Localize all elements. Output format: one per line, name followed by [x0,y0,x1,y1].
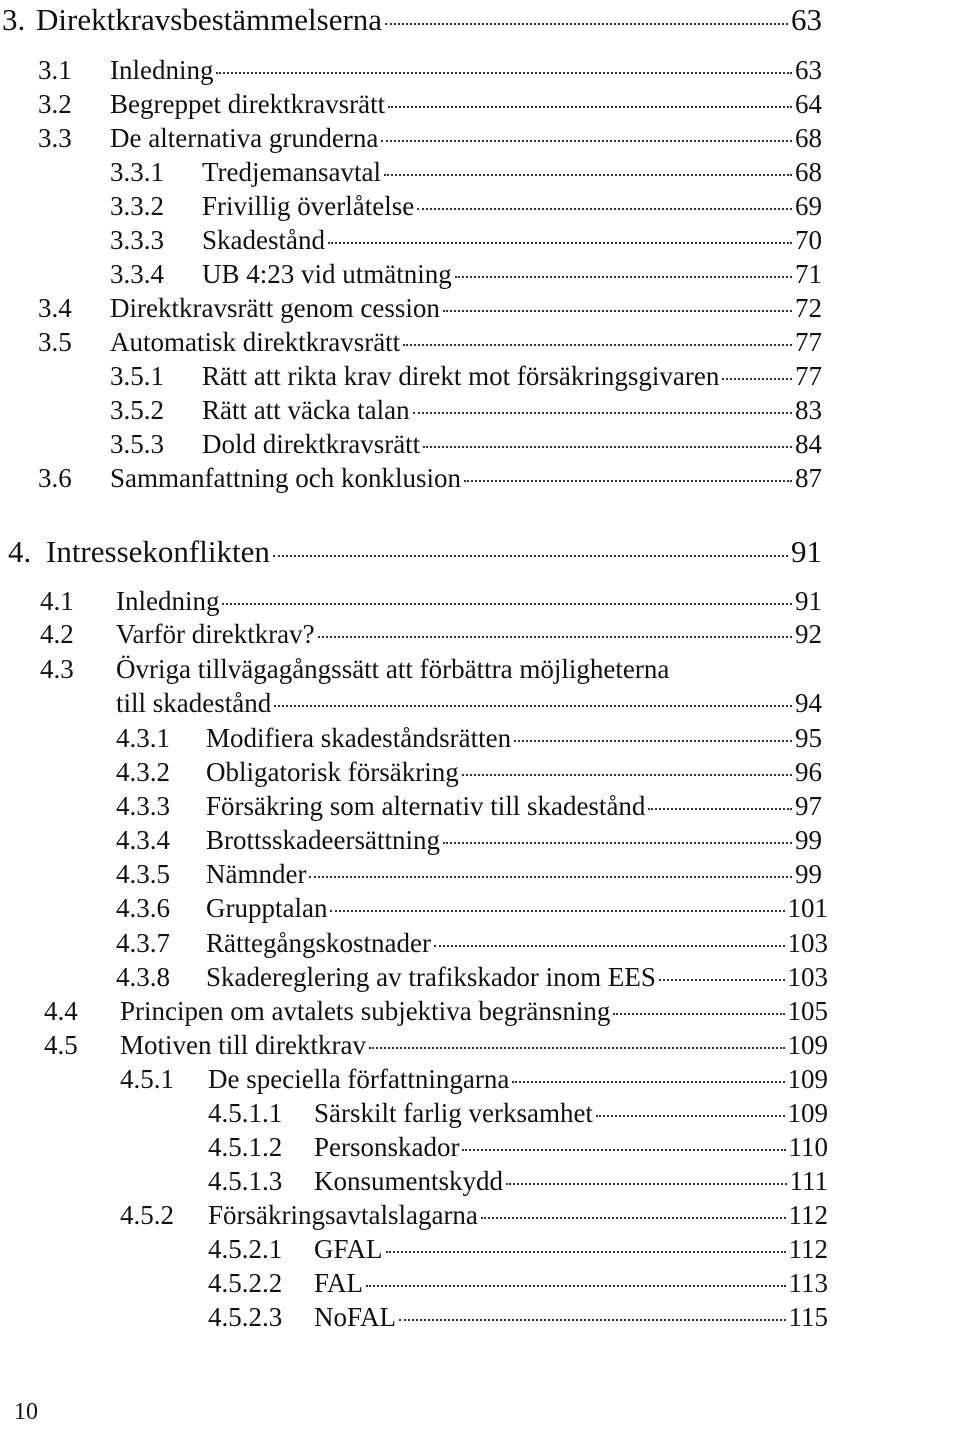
toc-title: FAL [314,1268,364,1298]
toc-entry-3-3-1 [110,159,822,186]
toc-title: De alternativa grunderna [110,123,379,153]
toc-page: 109 [787,1064,828,1094]
toc-title: Obligatorisk försäkring [206,757,459,787]
toc-leader [413,412,792,414]
toc-leader [659,979,785,981]
toc-entry-3-4 [38,295,822,322]
toc-leader [403,344,792,346]
toc-leader [417,208,792,210]
toc-leader [369,1047,785,1049]
toc-page: 68 [795,157,822,187]
toc-leader [385,23,788,25]
toc-title: Rätt att rikta krav direkt mot försäkringsgivaren [202,361,720,391]
toc-page: 99 [795,825,822,855]
toc-title: Särskilt farlig verksamhet [314,1098,593,1128]
toc-leader [512,1081,784,1083]
toc-number: 3.6 [38,463,72,493]
toc-page: 63 [795,55,822,85]
toc-leader [309,876,792,878]
toc-number: 3.5.2 [110,395,164,425]
toc-title: Grupptalan [206,893,328,923]
toc-page: 83 [795,395,822,425]
toc-title: till skadestånd [116,688,272,718]
toc-title: Tredjemansavtal [202,157,381,187]
toc-entry-4-3-2 [116,759,822,786]
toc-page: 68 [795,123,822,153]
toc-number: 3.3.4 [110,259,164,289]
toc-number: 3.3.2 [110,191,164,221]
toc-entry-4-3-5 [116,861,822,888]
toc-leader [330,910,784,912]
toc-title: Rättegångskostnader [206,928,431,958]
toc-title: Konsumentskydd [314,1166,503,1196]
toc-chapter-3 [2,4,822,35]
toc-leader [722,378,792,380]
toc-number: 4.5.1.3 [208,1166,283,1196]
toc-number: 4.5.2.2 [208,1268,283,1298]
toc-leader [462,774,792,776]
toc-leader [273,555,788,557]
toc-entry-3-3-2 [110,193,822,220]
toc-page: 84 [795,429,822,459]
toc-title: Principen om avtalets subjektiva begränsning [120,996,611,1026]
toc-title: Övriga tillvägagångssätt att förbättra möjligheterna [116,654,670,684]
toc-entry-3-5 [38,329,822,356]
toc-page: 109 [787,1098,828,1128]
toc-page: 71 [795,259,822,289]
toc-page: 91 [791,534,822,569]
toc-number: 4.3.2 [116,757,170,787]
toc-title: Rätt att väcka talan [202,395,410,425]
toc-page: 112 [788,1200,828,1230]
toc-title: Automatisk direktkravsrätt [110,327,401,357]
toc-leader [423,446,792,448]
toc-leader [481,1217,786,1219]
toc-number: 3.3 [38,123,72,153]
toc-entry-3-5-1 [110,363,822,390]
toc-entry-3-1 [38,57,822,84]
toc-number: 3.5 [38,327,72,357]
toc-number: 3.3.1 [110,157,164,187]
toc-number: 3.2 [38,89,72,119]
toc-number: 4.3.1 [116,723,170,753]
toc-entry-3-6 [38,465,822,492]
toc-number: 4.5.2 [120,1200,174,1230]
toc-title: Nämnder [206,859,307,889]
toc-number: 4.3.5 [116,859,170,889]
toc-number: 3. [2,2,26,37]
toc-number: 4.3.6 [116,893,170,923]
toc-title: Frivillig överlåtelse [202,191,415,221]
toc-number: 4.5.2.1 [208,1234,283,1264]
page-number: 10 [14,1399,38,1425]
toc-page: 77 [795,361,822,391]
toc-page: 105 [787,996,828,1026]
toc-number: 4.5 [44,1030,78,1060]
toc-entry-4-5-2-2 [208,1270,828,1297]
toc-entry-4-5-1-2 [208,1134,828,1161]
toc-entry-4-3-1 [116,725,822,752]
toc-title: Motiven till direktkrav [120,1030,366,1060]
toc-leader [384,174,792,176]
toc-number: 4.5.1 [120,1064,174,1094]
toc-number: 3.3.3 [110,225,164,255]
toc-leader [388,106,792,108]
toc-entry-3-3-4 [110,261,822,288]
toc-entry-4-3-cont [116,690,822,717]
toc-page: 103 [787,928,828,958]
toc-entry-3-2 [38,91,822,118]
toc-leader [464,480,792,482]
toc-page: 110 [788,1132,828,1162]
toc-number: 4.5.2.3 [208,1302,283,1332]
toc-title: Försäkringsavtalslagarna [208,1200,478,1230]
toc-number: 4.4 [44,996,78,1026]
toc-title: Direktkravsrätt genom cession [110,293,440,323]
toc-page: 92 [795,619,822,649]
toc-entry-4-5-1-1 [208,1100,828,1127]
toc-entry-4-4 [44,998,828,1025]
toc-number: 4. [8,534,32,569]
toc-page: 113 [788,1268,828,1298]
toc-leader [596,1115,785,1117]
toc-entry-4-5-2 [120,1202,828,1229]
toc-title: Intressekonflikten [46,534,270,569]
toc-page: 103 [787,962,828,992]
toc-entry-4-5-1 [120,1066,828,1093]
toc-entry-4-3-7 [116,930,828,957]
toc-chapter-4 [8,536,822,567]
toc-entry-4-5-1-3 [208,1168,828,1195]
toc-title: Personskador [314,1132,460,1162]
toc-page: 112 [788,1234,828,1264]
toc-page: 111 [789,1166,828,1196]
toc-number: 4.5.1.1 [208,1098,283,1128]
toc-number: 4.3.8 [116,962,170,992]
toc-number: 3.1 [38,55,72,85]
toc-number: 4.3 [40,654,74,684]
toc-number: 4.3.4 [116,825,170,855]
toc-title: Modifiera skadeståndsrätten [206,723,512,753]
toc-page: 94 [795,688,822,718]
toc-entry-4-3-4 [116,827,822,854]
toc-title: Skadestånd [202,225,325,255]
toc-page: 115 [788,1302,828,1332]
toc-leader [613,1013,784,1015]
toc-title: UB 4:23 vid utmätning [202,259,452,289]
toc-leader [434,945,785,947]
toc-page: 95 [795,723,822,753]
toc-title: NoFAL [314,1302,397,1332]
toc-page: 87 [795,463,822,493]
toc-leader [648,808,792,810]
toc-leader [514,740,792,742]
toc-page: 64 [795,89,822,119]
toc-entry-4-2 [40,621,822,648]
toc-leader [381,140,792,142]
toc-number: 4.5.1.2 [208,1132,283,1162]
toc-title: Brottsskadeersättning [206,825,440,855]
toc-entry-4-5 [44,1032,828,1059]
toc-page: 72 [795,293,822,323]
toc-entry-3-5-2 [110,397,822,424]
toc-title: Direktkravsbestämmelserna [36,2,383,37]
toc-leader [443,842,792,844]
toc-leader [386,1251,786,1253]
toc-page: 91 [795,586,822,616]
toc-leader [216,72,792,74]
toc-title: Dold direktkravsrätt [202,429,421,459]
toc-title: Begreppet direktkravsrätt [110,89,386,119]
toc-title: Inledning [110,55,214,85]
toc-page: 96 [795,757,822,787]
toc-leader [222,603,792,605]
toc-page: 69 [795,191,822,221]
toc-leader [462,1149,785,1151]
toc-page: 99 [795,859,822,889]
toc-title: Varför direktkrav? [116,619,315,649]
toc-number: 4.3.7 [116,928,170,958]
toc-page: 70 [795,225,822,255]
toc-entry-4-3-6 [116,895,828,922]
toc-leader [366,1285,785,1287]
toc-leader [328,242,792,244]
toc-entry-4-5-2-1 [208,1236,828,1263]
toc-page: 97 [795,791,822,821]
toc-leader [274,705,792,707]
toc-entry-3-5-3 [110,431,822,458]
toc-title: Sammanfattning och konklusion [110,463,461,493]
toc-number: 3.5.3 [110,429,164,459]
toc-title: Inledning [116,586,220,616]
toc-leader [399,1319,785,1321]
toc-title: Försäkring som alternativ till skadestånd [206,791,646,821]
toc-entry-4-5-2-3 [208,1304,828,1331]
toc-title: GFAL [314,1234,383,1264]
toc-page: 109 [787,1030,828,1060]
toc-title: Skadereglering av trafikskador inom EES [206,962,656,992]
toc-entry-3-3 [38,125,822,152]
toc-leader [318,636,792,638]
toc-page: 77 [795,327,822,357]
toc-entry-4-3-8 [116,964,828,991]
toc-number: 4.2 [40,619,74,649]
toc-entry-3-3-3 [110,227,822,254]
toc-number: 3.5.1 [110,361,164,391]
toc-number: 3.4 [38,293,72,323]
toc-title: De speciella författningarna [208,1064,510,1094]
toc-number: 4.3.3 [116,791,170,821]
toc-entry-4-3-3 [116,793,822,820]
toc-page: 101 [787,893,828,923]
toc-entry-4-1 [40,588,822,615]
toc-number: 4.1 [40,586,74,616]
toc-leader [443,310,792,312]
toc-leader [506,1183,787,1185]
toc-entry-4-3 [40,656,822,683]
toc-leader [455,276,792,278]
toc-page: 63 [791,2,822,37]
